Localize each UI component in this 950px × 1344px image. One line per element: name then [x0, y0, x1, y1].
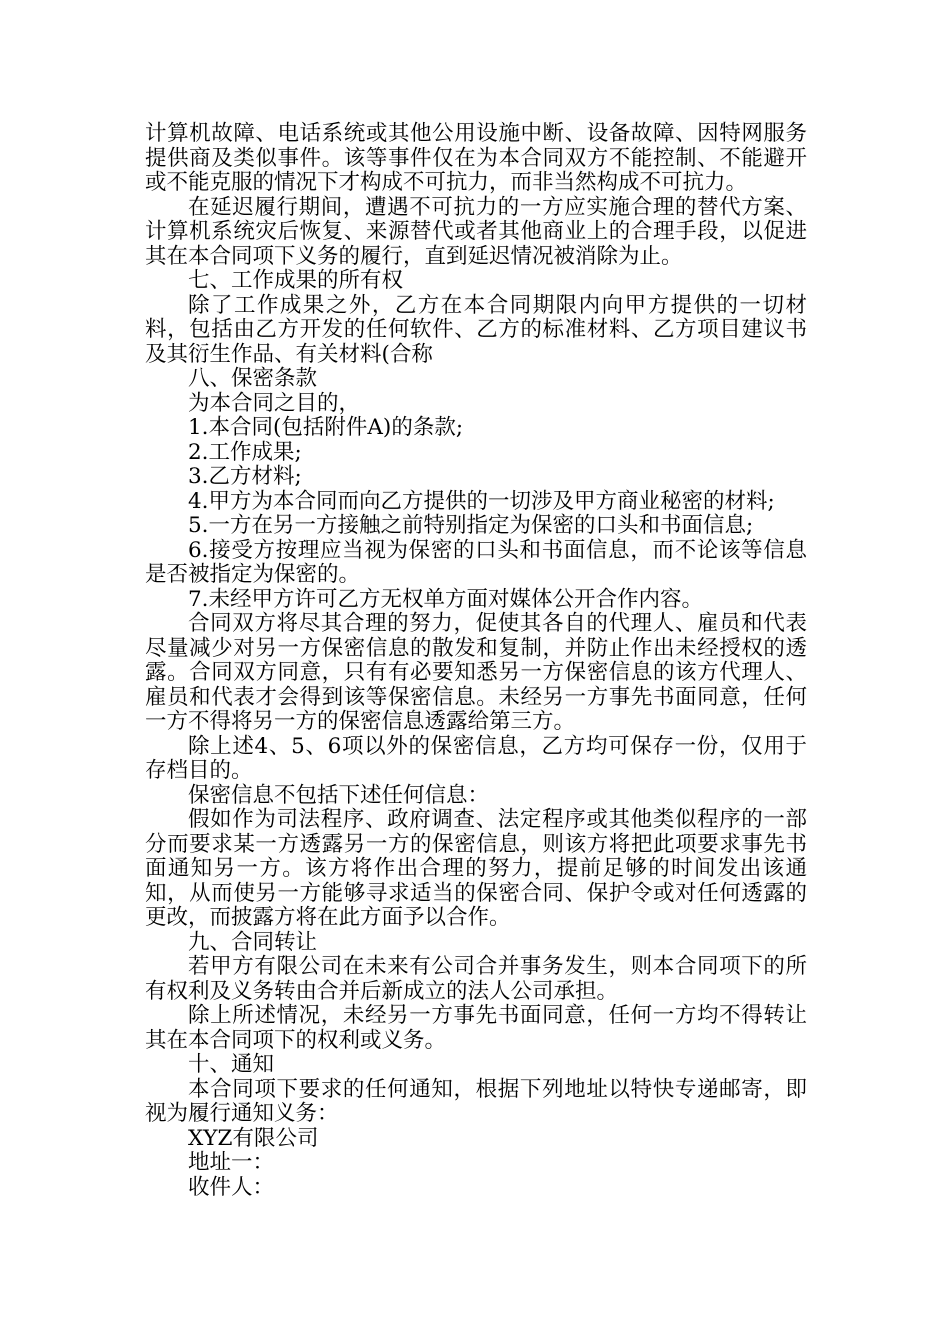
- paragraph-archive-copy: 除上述4、5、6项以外的保密信息，乙方均可保存一份，仅用于存档目的。: [145, 733, 807, 783]
- section-heading-assignment: 九、合同转让: [188, 929, 318, 955]
- list-item-5: 5.一方在另一方接触之前特别指定为保密的口头和书面信息;: [188, 513, 754, 538]
- list-item-4: 4.甲方为本合同而向乙方提供的一切涉及甲方商业秘密的材料;: [188, 488, 775, 514]
- section-heading-confidentiality: 八、保密条款: [188, 366, 318, 391]
- company-name: XYZ有限公司: [188, 1125, 319, 1151]
- paragraph-force-majeure-events: 计算机故障、电话系统或其他公用设施中断、设备故障、因特网服务提供商及类似事件。该等事件仅在为本合同双方不能控制、不能避开或不能克服的情况下才构成不可抗力，而非当然构成不可抗力。: [145, 121, 807, 195]
- section-heading-ownership: 七、工作成果的所有权: [188, 268, 404, 293]
- list-item-2: 2.工作成果;: [188, 439, 302, 465]
- paragraph-no-transfer: 除上所述情况，未经另一方事先书面同意，任何一方均不得转让其在本合同项下的权利或义务。: [145, 1003, 807, 1053]
- paragraph-exclusions: 保密信息不包括下述任何信息：: [188, 782, 490, 808]
- paragraph-delayed-performance: 在延迟履行期间，遭遇不可抗力的一方应实施合理的替代方案、计算机系统灾后恢复、来源替代或者其他商业上的合理手段，以促进其在本合同项下义务的履行，直到延迟情况被消除为止。: [145, 194, 807, 269]
- paragraph-purpose: 为本合同之目的，: [188, 390, 361, 416]
- paragraph-reasonable-efforts: 合同双方将尽其合理的努力，促使其各自的代理人、雇员和代表尽量减少对另一方保密信息的散发和复制，并防止作出未经授权的透露。合同双方同意，只有有必要知悉另一方保密信息的该方代理人、雇员和代表才会得到该等保密信息。未经另一方事先书面同意，任何一方不得将另一方的保密信息透露给第三方。: [145, 611, 807, 734]
- paragraph-ownership: 除了工作成果之外，乙方在本合同期限内向甲方提供的一切材料，包括由乙方开发的任何软件、乙方的标准材料、乙方项目建议书及其衍生作品、有关材料(合称: [145, 292, 807, 367]
- section-heading-notice: 十、通知: [188, 1052, 275, 1077]
- recipient-line: 收件人：: [188, 1174, 275, 1200]
- paragraph-legal-disclosure: 假如作为司法程序、政府调查、法定程序或其他类似程序的一部分而要求某一方透露另一方的保密信息，则该方将把此项要求事先书面通知另一方。该方将作出合理的努力，提前足够的时间发出该通知，从而使另一方能够寻求适当的保密合同、保护令或对任何透露的更改，而披露方将在此方面予以合作。: [145, 807, 807, 930]
- paragraph-notice-method: 本合同项下要求的任何通知，根据下列地址以特快专递邮寄，即视为履行通知义务：: [145, 1076, 807, 1126]
- list-item-6: 6.接受方按理应当视为保密的口头和书面信息，而不论该等信息是否被指定为保密的。: [145, 537, 807, 587]
- list-item-7: 7.未经甲方许可乙方无权单方面对媒体公开合作内容。: [188, 586, 704, 612]
- document-body: [145, 122, 807, 1200]
- address-line: 地址一：: [188, 1150, 275, 1175]
- list-item-3: 3.乙方材料;: [188, 464, 302, 489]
- list-item-1: 1.本合同(包括附件A)的条款;: [188, 415, 464, 440]
- paragraph-merger: 若甲方有限公司在未来有公司合并事务发生，则本合同项下的所有权利及义务转由合并后新成立的法人公司承担。: [145, 954, 807, 1004]
